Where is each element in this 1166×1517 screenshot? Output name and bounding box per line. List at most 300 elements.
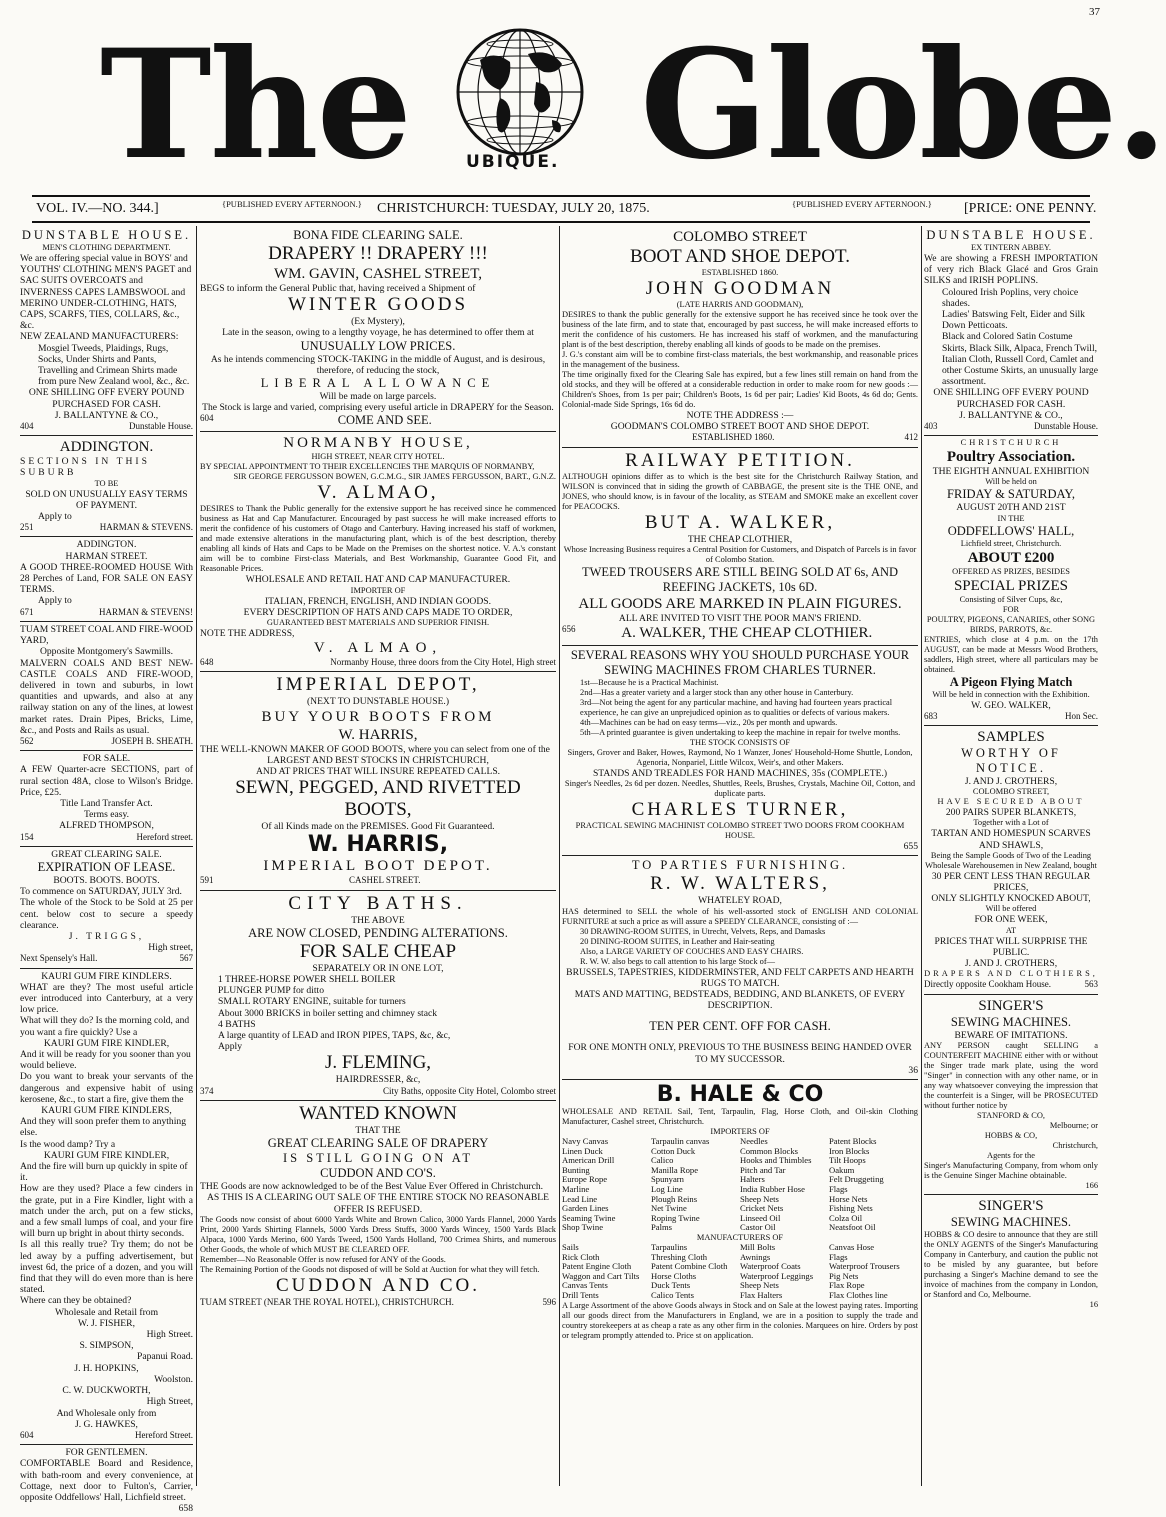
ad-heading: IMPERIAL BOOT DEPOT.	[263, 858, 493, 875]
ad-body: Is all this really true? Try them; do not be led away by a puffing advertisement, but invest 6d, the price of a dozen, and you will find that they will do even more than is here stated.	[20, 1239, 193, 1296]
hale-list-item: Waterproof Coats	[740, 1261, 801, 1272]
ad-poultry-association	[924, 436, 1098, 726]
ad-hale-co	[562, 1080, 918, 1344]
ad-address: Hereford street.	[136, 831, 193, 842]
hale-list-item: Needles	[740, 1136, 768, 1147]
price: [PRICE: ONE PENNY.	[964, 201, 1097, 216]
ad-heading: ADDINGTON.	[76, 539, 137, 551]
hale-list-item: Log Line	[651, 1184, 683, 1195]
ad-body: ANY PERSON caught SELLING a COUNTERFEIT MACHINE either with or without the Singer trade mark plate, using the word "Singer" in connection with any other name, or in any way whatsoever conveying the impression that the counterfeit is a Singer, will be PROSECUTED without further notice by	[924, 1040, 1098, 1110]
ad-body: Whose Increasing Business requires a Central Position for Customers, and Dispatch of Parcels is in favor of Colombo Station.	[563, 544, 917, 564]
masthead-title-right: Globe.	[640, 17, 1166, 193]
ad-heading: Poultry Association.	[946, 449, 1076, 466]
ad-body: POULTRY, PIGEONS, CANARIES, other SONG BIRDS, PARROTS, &c.	[926, 614, 1096, 634]
ad-heading: A Pigeon Flying Match	[949, 674, 1073, 689]
hale-list-item: Drill Tents	[562, 1289, 599, 1300]
hale-list-item: Linseed Oil	[740, 1212, 781, 1223]
ad-number: 671	[20, 606, 34, 617]
ad-heading: ODDFELLOWS' HALL,	[947, 523, 1075, 538]
ad-body: 4th—Machines can be had on easy terms—viz., 20s per month and upwards.	[580, 718, 838, 728]
ad-number: 404	[20, 421, 34, 432]
ad-address: Dunstable House.	[1034, 421, 1098, 432]
ad-signature: HARMAN & STEVENS!	[98, 606, 193, 617]
hale-list-item: Europe Rope	[562, 1174, 608, 1185]
ad-heading: ABOUT £200	[967, 549, 1055, 566]
ad-body: Is the wood damp? Try a	[20, 1138, 116, 1150]
ad-heading: SPECIAL PRIZES	[953, 577, 1069, 594]
ad-body: STANDS AND TREADLES FOR HAND MACHINES, 35s (COMPLETE.)	[592, 768, 888, 780]
hale-list-item: Navy Canvas	[562, 1136, 609, 1147]
ad-body: Do you want to break your servants of the dangerous and expensive habit of using kerosene, &c., to start a fire, give them the	[20, 1071, 193, 1105]
ad-body: A GOOD THREE-ROOMED HOUSE With 28 Perches of Land, FOR SALE ON EASY TERMS.	[20, 561, 193, 596]
ad-signature: J. AND J. CROTHERS,	[964, 958, 1058, 970]
ad-heading: V. ALMAO,	[313, 640, 443, 657]
hale-list-item: Neatsfoot Oil	[829, 1222, 876, 1233]
ad-body: AS THIS IS A CLEARING OUT SALE OF THE ENTIRE STOCK NO REASONABLE OFFER IS REFUSED.	[206, 1192, 550, 1215]
published-note: {PUBLISHED EVERY AFTERNOON.}	[222, 199, 362, 209]
ad-heading: CUDDON AND CO'S.	[320, 1166, 436, 1181]
hale-list-item: Cricket Nets	[740, 1203, 784, 1214]
masthead-title-left: The	[100, 17, 411, 193]
ad-body: How are they used? Place a few cinders in the grate, put in a Fire Kindler, light with a match under the arch, put on a few sticks, and a few small lumps of coal, and your fire will burn up bright in about thirty seconds.	[20, 1183, 193, 1240]
ad-body: WHOLESALE AND RETAIL HAT AND CAP MANUFACTURER.	[245, 574, 511, 586]
ad-heading: KAURI GUM FIRE KINDLERS.	[41, 970, 172, 982]
ad-heading: SINGER'S	[978, 997, 1044, 1014]
ad-body: MALVERN COALS AND BEST NEW-CASTLE COALS AND FIRE-WOOD, delivered in town and suburbs, in lowt quantities and upwards, and also at any railway station on any of the lines, at lowest market rates. Drain Pipes, Bricks, Lime, &c., and Posts and Rails as usual.	[20, 657, 193, 736]
ad-harris-boots	[200, 672, 556, 890]
ad-body: 1st—Because he is a Practical Machinist.	[580, 678, 719, 688]
ad-subheading: MANUFACTURERS OF	[696, 1232, 784, 1242]
ad-subheading: THE STOCK CONSISTS OF	[689, 738, 791, 748]
ad-body: Terms easy.	[83, 809, 130, 821]
hale-list-item: Hooks and Thimbles	[740, 1155, 812, 1166]
ad-dunstable-house	[20, 226, 193, 436]
ad-body: HAS determined to SELL the whole of his well-assorted stock of ENGLISH AND COLONIAL FURNITURE at such a price as will assure a SPEEDY CLEARANCE, consisting of :—	[562, 906, 918, 926]
ad-walker-railway	[562, 448, 918, 646]
ad-signature: C. W. DUCKWORTH,	[62, 1385, 151, 1397]
ad-singer-1	[924, 995, 1098, 1195]
ad-body: IMPORTER OF	[350, 585, 406, 595]
ad-body: FOR ONE WEEK,	[974, 914, 1048, 926]
hale-list-item: Flax Halters	[740, 1289, 783, 1300]
ad-body: 30 PER CENT LESS THAN REGULAR PRICES,	[931, 870, 1091, 894]
ad-signature: HARMAN & STEVENS.	[99, 522, 193, 533]
ad-number: 403	[924, 421, 938, 432]
ad-subheading: HARMAN STREET.	[65, 550, 148, 562]
ad-body: HAVE SECURED ABOUT	[937, 797, 1085, 807]
ad-body: Ladies' Batswing Felt, Eider and Silk Down Petticoats.	[942, 309, 1085, 332]
hale-list-item: Sheep Nets	[740, 1193, 779, 1204]
ad-subheading: ESTABLISHED 1860.	[692, 432, 775, 443]
ad-body: OFFERED AS PRIZES, BESIDES	[952, 566, 1070, 576]
hale-list-item: Marline	[562, 1184, 590, 1195]
ad-almao	[200, 432, 556, 672]
hale-list-item: Seaming Twine	[562, 1212, 616, 1223]
column-rule	[921, 226, 922, 1486]
hale-list-item: Tarpaulin canvas	[651, 1136, 710, 1147]
hale-list-item: Flax Rope	[829, 1280, 865, 1291]
hale-list-item: Fishing Nets	[829, 1203, 873, 1214]
ad-body: Apply to	[38, 595, 72, 607]
ad-heading: DUNSTABLE HOUSE.	[21, 228, 192, 242]
hale-list-item: Tarpaulins	[651, 1241, 688, 1252]
ad-body: PLUNGER PUMP for ditto	[218, 985, 324, 997]
ad-address: Directly opposite Cookham House.	[924, 979, 1051, 990]
dateline-bar	[32, 195, 1097, 223]
ad-body: AUGUST 20TH AND 21ST	[956, 502, 1066, 514]
ad-city-baths	[200, 891, 556, 1101]
ad-body: ONE SHILLING OFF EVERY POUND PURCHASED FOR CASH.	[28, 387, 185, 410]
column-3	[562, 226, 918, 1488]
hale-list-item: Flags	[829, 1184, 848, 1195]
ad-number: 563	[1084, 979, 1098, 990]
ad-subheading: HIGH STREET, NEAR CITY HOTEL.	[311, 452, 445, 462]
ad-body: THE ABOVE	[351, 914, 405, 926]
ad-number: 166	[1085, 1180, 1098, 1190]
ad-body: 2nd—Has a greater variety and a larger stock than any other house in Canterbury.	[580, 688, 854, 698]
column-4	[924, 226, 1098, 1488]
ad-heading: FOR SALE.	[82, 753, 131, 765]
ad-goodman-boots	[562, 226, 918, 448]
ad-address: Dunstable House.	[129, 421, 193, 432]
ad-subheading: (NEXT TO DUNSTABLE HOUSE.)	[306, 696, 450, 708]
ad-signature: J. G. HAWKES,	[75, 1418, 138, 1430]
ad-heading: ARE NOW CLOSED, PENDING ALTERATIONS.	[248, 925, 508, 940]
ad-body: Singers, Grover and Baker, Howes, Raymond, No 1 Wanzer, Jones' Household-Home Shuttle, London, Agenoria, Nonpariel, Little Wilcox, Weir's, and other Makers.	[567, 748, 913, 768]
column-1	[20, 226, 193, 1515]
hale-list-item: Manilla Rope	[651, 1164, 699, 1175]
ad-signature: J. H. HOPKINS,	[74, 1362, 139, 1374]
ad-number: 374	[200, 1085, 214, 1096]
ad-subheading: Opposite Montgomery's Sawmills.	[39, 646, 174, 658]
ad-address: Hereford Street.	[135, 1429, 193, 1440]
ad-singer-2	[924, 1195, 1098, 1313]
ad-body: The Remaining Portion of the Goods not disposed of will be Sold at Auction for what they will fetch.	[200, 1264, 540, 1274]
ad-subheading: MEN'S CLOTHING DEPARTMENT.	[42, 243, 171, 252]
ad-body: Agents for the	[987, 1150, 1035, 1160]
ad-address: High Street.	[146, 1329, 193, 1341]
hale-list-item: Lead Line	[562, 1193, 598, 1204]
ad-body: Will be held in connection with the Exhibition.	[932, 689, 1090, 699]
ad-body: Consisting of Silver Cups, &c,	[959, 594, 1063, 604]
ad-heading: GREAT CLEARING SALE.	[51, 848, 162, 860]
hale-list-item: Calico Tents	[651, 1289, 694, 1300]
ad-heading: TUAM STREET COAL AND FIRE-WOOD YARD,	[20, 623, 193, 647]
ad-signature: J. BALLANTYNE & CO.,	[959, 409, 1063, 421]
ad-body: Where can they be obtained?	[20, 1295, 132, 1307]
ad-address: Papanui Road.	[137, 1351, 193, 1363]
ad-body: SMALL ROTARY ENGINE, suitable for turners	[218, 996, 406, 1008]
ad-addington-house	[20, 537, 193, 621]
ad-body: The Stock is large and varied, comprising every useful article in DRAPERY for the Season.	[202, 402, 554, 414]
ad-signature: Hon Sec.	[1065, 710, 1098, 721]
ad-number: 16	[1089, 1299, 1098, 1309]
ad-body: KAURI GUM FIRE KINDLER,	[43, 1149, 170, 1161]
ad-body: WHAT are they? The most useful article ever introduced into Canterbury, at a very low price.	[20, 981, 193, 1016]
ad-body: NOTE THE ADDRESS :—	[686, 410, 794, 421]
ad-address: Woolston.	[154, 1373, 193, 1385]
hale-list-item: Net Twine	[651, 1203, 687, 1214]
ad-kauri-kindlers	[20, 969, 193, 1446]
masthead	[0, 0, 1166, 195]
ad-number: 562	[20, 735, 34, 746]
ad-signature: J. BALLANTYNE & CO.,	[54, 409, 159, 421]
ad-number: 154	[20, 831, 34, 842]
ad-heading: WORTHY OF NOTICE.	[961, 746, 1061, 776]
ad-body: Wholesale and Retail from	[54, 1306, 159, 1318]
hale-list-item: Felt Druggeting	[829, 1174, 884, 1185]
ad-body: THAT THE	[355, 1124, 401, 1136]
ad-number: 412	[904, 432, 918, 443]
ad-body: A Large Assortment of the above Goods always in Stock and on Sale at the lowest paying rates. Importing all our goods direct from the Manufacturers in England, we are in a position to supply the trade and country storekeepers at as cheap a rate as any other firm in the colonies. Marquees on hire. Orders by post or telegram promptly attended to. Price st on application.	[562, 1300, 918, 1340]
hale-list-item: Mill Bolts	[740, 1241, 776, 1252]
ad-heading: R. W. WALTERS,	[650, 873, 830, 895]
ad-heading: WINTER GOODS	[287, 294, 469, 316]
ad-heading: FRIDAY & SATURDAY,	[947, 487, 1075, 502]
ad-signature: S. SIMPSON,	[79, 1340, 134, 1352]
ad-heading: SEWING MACHINES.	[950, 1014, 1072, 1029]
ad-heading: BUT A. WALKER,	[644, 511, 836, 533]
ad-heading: J. AND J. CROTHERS,	[964, 776, 1058, 788]
hale-imports-list	[562, 1137, 918, 1233]
ad-body: KAURI GUM FIRE KINDLERS,	[41, 1105, 172, 1117]
hale-list-item: Iron Blocks	[829, 1145, 870, 1156]
ad-body: 200 PAIRS SUPER BLANKETS,	[945, 807, 1077, 819]
ad-signature: STANFORD & CO,	[977, 1110, 1045, 1120]
ad-dunstable-house-2	[924, 226, 1098, 436]
hale-list-item: Cotton Duck	[651, 1145, 696, 1156]
ad-heading: TWEED TROUSERS ARE STILL BEING SOLD AT 6s, AND REEFING JACKETS, 10s 6D.	[581, 564, 899, 594]
ad-body: Singer's Manufacturing Company, from whom only is the Genuine Singer Machine obtainable.	[924, 1160, 1098, 1180]
hale-list-item: Pig Nets	[829, 1270, 859, 1281]
ad-subheading: (LATE HARRIS AND GOODMAN),	[676, 300, 804, 309]
ad-heading: GREAT CLEARING SALE OF DRAPERY	[267, 1136, 489, 1151]
ad-body: Late in the season, owing to a lengthy voyage, he has determined to offer them at	[222, 327, 534, 339]
ad-for-sale	[20, 751, 193, 847]
ad-body: SECTIONS IN THIS SUBURB	[20, 456, 150, 479]
ad-body: J. G.'s constant aim will be to combine first-class materials, the best workmanship, and reasonable prices in the management of the business.	[562, 350, 918, 369]
page-number: 37	[1089, 6, 1100, 18]
ad-body: TO BE	[94, 478, 119, 488]
ad-body: 4 BATHS	[218, 1018, 256, 1030]
hale-list-item: Flax Clothes line	[829, 1289, 888, 1300]
ad-number: 604	[20, 1429, 34, 1440]
ad-body: DESIRES to Thank the Public generally for the extensive support he has received since he commenced business as Hat and Cap Manufacturer. Encouraged by past success he will make increased efforts to merit the confidence of his customers of Otago and Canterbury. Having increased his staff of workmen, and made extensive alterations in the manufacturing plant, which is of the best description, thereby enabling all kinds of Hats and Caps to be Made on the Premises on the shortest notice. V. A.'s constant aim will be to combine First-class Materials, and Best Workmanship, Guarantee Good Fit, and Reasonable Prices.	[200, 504, 556, 574]
ad-signature: JOSEPH B. SHEATH.	[111, 735, 193, 746]
ad-addington-sections	[20, 436, 193, 537]
ad-heading: WANTED KNOWN	[299, 1102, 457, 1124]
ad-number: 596	[542, 1296, 556, 1307]
ad-heading: BONA FIDE CLEARING SALE.	[293, 228, 463, 242]
ad-body: 30 DRAWING-ROOM SUITES, in Utrecht, Velvets, Reps, and Damasks	[580, 926, 826, 936]
ad-heading: SEWING MACHINES.	[950, 1214, 1072, 1229]
ad-body: FOR ONE MONTH ONLY, PREVIOUS TO THE BUSINESS BEING HANDED OVER TO MY SUCCESSOR.	[568, 1042, 912, 1065]
ad-heading: SAMPLES	[977, 729, 1045, 746]
ad-heading: SINGER'S	[978, 1197, 1044, 1214]
hale-list-item: Awnings	[740, 1251, 771, 1262]
hale-list-item: Colza Oil	[829, 1212, 863, 1223]
ad-body: Will be held on	[985, 477, 1037, 487]
ad-heading: DUNSTABLE HOUSE.	[926, 228, 1096, 242]
ad-address: Next Spensely's Hall.	[20, 953, 98, 964]
ad-cuddon-drapery	[200, 1101, 556, 1311]
ad-body: R. W. W. also begs to call attention to his large Stock of—	[580, 956, 776, 966]
ad-body: ITALIAN, FRENCH, ENGLISH, AND INDIAN GOODS.	[264, 595, 491, 607]
ad-body: Also, a LARGE VARIETY OF COUCHES AND EASY CHAIRS.	[580, 946, 804, 956]
ad-heading: W. HARRIS,	[307, 832, 449, 858]
ad-body: KAURI GUM FIRE KINDLER,	[43, 1037, 170, 1049]
ad-body: The whole of the Stock to be Sold at 25 per cent. below cost to secure a speedy clearance.	[20, 897, 193, 931]
hale-list-item: Roping Twine	[651, 1212, 700, 1223]
ad-body: Lichfield street, Christchurch.	[960, 538, 1062, 548]
ad-heading: NORMANBY HOUSE,	[283, 435, 473, 452]
city-date: CHRISTCHURCH: TUESDAY, JULY 20, 1875.	[377, 201, 650, 216]
ad-heading: IMPERIAL DEPOT,	[276, 674, 480, 696]
ad-subheading: EX TINTERN ABBEY.	[971, 243, 1051, 252]
ad-body: ALTHOUGH opinions differ as to which is the best site for the Christchurch Railway Station, and WILSON is convinced that in siding the growth of CABBAGE, the present site is the THE ONE, and JONES, who should know, is in favour of the locality, as STEAM and SMOKE make an excellent cover for PEACOCKS.	[562, 471, 918, 511]
hale-list-item: Duck Tents	[651, 1280, 691, 1291]
ad-body: Will be made on large parcels.	[319, 391, 437, 403]
ad-body: BRUSSELS, TAPESTRIES, KIDDERMINSTER, AND FELT CARPETS AND HEARTH RUGS TO MATCH.	[566, 966, 914, 989]
ad-subheading: ESTABLISHED 1860.	[701, 268, 779, 277]
ad-body: And they will soon prefer them to anything else.	[20, 1116, 186, 1139]
ad-body: ALL ARE INVITED TO VISIT THE POOR MAN'S FRIEND.	[618, 612, 862, 624]
ad-heading: LIBERAL ALLOWANCE	[260, 376, 496, 391]
ad-body: 20 DINING-ROOM SUITES, in Leather and Hair-seating	[580, 936, 775, 946]
hale-list-item: Spunyarn	[651, 1174, 684, 1185]
ad-body: Together with a Lot of	[973, 818, 1049, 828]
ad-body: NOTE THE ADDRESS,	[200, 628, 295, 640]
hale-list-item: Canvas Tents	[562, 1280, 608, 1291]
ad-subheading: COLOMBO STREET,	[972, 787, 1050, 797]
hale-list-item: Threshing Cloth	[651, 1251, 708, 1262]
ad-heading: IS STILL GOING ON AT	[282, 1151, 474, 1166]
ad-body: MATS AND MATTING, BEDSTEADS, BEDDING, AND BLANKETS, OF EVERY DESCRIPTION.	[574, 989, 906, 1012]
ad-heading: TEN PER CENT. OFF FOR CASH.	[649, 1019, 831, 1034]
hale-list-item: Waterproof Trousers	[829, 1261, 900, 1272]
ad-body: (Ex Mystery),	[351, 316, 405, 328]
ad-heading: DRAPERY !! DRAPERY !!!	[268, 243, 488, 264]
ad-body: SIR GEORGE FERGUSSON BOWEN, G.C.M.G., SIR JAMES FERGUSSON, BART., G.N.Z.	[233, 472, 556, 482]
ad-heading: BUY YOUR BOOTS FROM	[261, 708, 495, 725]
ad-body: Of all Kinds made on the PREMISES. Good Fit Guaranteed.	[261, 821, 495, 833]
ad-subheading: IMPORTERS OF	[710, 1127, 770, 1137]
ad-body: 3rd—Not being the agent for any particular machine, and having had fourteen years practical experience, he can give an unprejudiced opinion as to qualities or defects of various makers.	[580, 698, 893, 718]
ad-body: THE WELL-KNOWN MAKER OF GOOD BOOTS, where you can select from one of the	[200, 743, 550, 755]
ad-body: THE EIGHTH ANNUAL EXHIBITION	[932, 466, 1090, 478]
ad-address: Christchurch,	[1052, 1140, 1098, 1150]
ad-body: HOBBS & CO desire to announce that they are still the ONLY AGENTS of the Singer's Manufacturing Company in Canterbury, and caution the public not to be misled by any guarantee, but before purchasing a Singer's Machine demand to see the invoice of machines from the company in London, or Stanford and Co, Melbourne.	[924, 1229, 1098, 1299]
ad-heading: UNUSUALLY LOW PRICES.	[300, 338, 456, 353]
ad-body: FOR	[1002, 604, 1020, 614]
ad-body: The time originally fixed for the Clearing Sale has expired, but a few lines still remain on hand from the old stocks, and they will be offered at a considerable reduction in order to make room for new goods :—Children's Shoes, from 1s per pair; Children's Boots, 1s 6d per pair; Ladies' Kid Boots, 4s 6d do; Gents. Colonial-made Side Springs, 16s 6d do.	[562, 370, 918, 409]
ad-gentlemen	[20, 1445, 193, 1517]
ad-coal-yard	[20, 622, 193, 751]
ad-heading: ALL GOODS ARE MARKED IN PLAIN FIGURES.	[578, 595, 902, 612]
ad-body: 1 THREE-HORSE POWER SHELL BOILER	[218, 974, 396, 986]
ad-body: GUARANTEED BEST MATERIALS AND SUPERIOR FINISH.	[266, 618, 490, 628]
ad-address: City Baths, opposite City Hotel, Colombo street	[383, 1085, 556, 1096]
ad-body: SOLD ON UNUSUALLY EASY TERMS OF PAYMENT.	[25, 488, 188, 511]
ad-heading: CITY BATHS.	[288, 892, 468, 914]
ad-subheading: CHRISTCHURCH	[960, 438, 1062, 448]
ad-crothers	[924, 726, 1098, 994]
ad-body: SEPARATELY OR IN ONE LOT,	[312, 962, 444, 974]
ad-body: Black and Colored Satin Costume Skirts, Black Silk, Alpaca, French Twill, Italian Cloth, Russell Cord, Camlet and other Costume Skirts, an unusually large assortment.	[942, 331, 1098, 388]
ad-body: Coloured Irish Poplins, very choice shades.	[942, 286, 1079, 309]
ad-body: IN THE	[997, 513, 1025, 523]
hale-list-item: Garden Lines	[562, 1203, 609, 1214]
ad-body: ONLY SLIGHTLY KNOCKED ABOUT,	[931, 893, 1091, 905]
hale-list-item: Canvas Hose	[829, 1241, 875, 1252]
ad-number: 591	[200, 875, 214, 886]
ad-address: PRACTICAL SEWING MACHINIST COLOMBO STREET TWO DOORS FROM COOKHAM HOUSE.	[575, 821, 905, 841]
ad-body: BY SPECIAL APPOINTMENT TO THEIR EXCELLENCIES THE MARQUIS OF NORMANBY,	[200, 462, 535, 472]
ad-number: 655	[903, 841, 918, 853]
ad-body: HAIRDRESSER, &c,	[335, 1074, 421, 1086]
volume-number: VOL. IV.—NO. 344.]	[36, 201, 159, 216]
ad-body: Title Land Transfer Act.	[60, 797, 153, 809]
ad-heading: BOOT AND SHOE DEPOT.	[630, 246, 850, 267]
ad-body: Apply	[218, 1041, 242, 1053]
hale-list-item: Patent Combine Cloth	[651, 1261, 728, 1272]
ad-subheading: BEWARE OF IMITATIONS.	[954, 1029, 1068, 1041]
hale-list-item: Tilt Hoops	[829, 1155, 866, 1166]
ad-body: As he intends commencing STOCK-TAKING in the middle of August, and is desirous, therefore, of reducing the stock,	[210, 353, 546, 376]
hale-list-item: Horse Nets	[829, 1193, 868, 1204]
ad-gavin-drapery	[200, 226, 556, 432]
hale-list-item: Bunting	[562, 1164, 590, 1175]
ad-body: PRICES THAT WILL SURPRISE THE PUBLIC.	[934, 935, 1088, 958]
ad-body: We are showing a FRESH IMPORTATION of very rich Black Glacé and Gros Grain SILKS and IRISH POPLINS.	[924, 253, 1098, 287]
hale-list-item: India Rubber Hose	[740, 1184, 805, 1195]
ad-body: THE Goods are now acknowledged to be of the Best Value Ever Offered in Christchurch.	[200, 1181, 544, 1193]
hale-list-item: Horse Cloths	[651, 1270, 697, 1281]
ad-heading: FOR GENTLEMEN.	[65, 1447, 148, 1459]
published-note-2: {PUBLISHED EVERY AFTERNOON.}	[792, 199, 932, 209]
hale-list-item: Linen Duck	[562, 1145, 603, 1156]
ad-address: Melbourne; or	[1049, 1120, 1098, 1130]
ad-body: EVERY DESCRIPTION OF HATS AND CAPS MADE TO ORDER,	[243, 606, 513, 618]
ad-clearing-sale	[20, 847, 193, 969]
ad-subheading: WHATELEY ROAD,	[698, 895, 782, 907]
ad-body: About 3000 BRICKS in boiler setting and chimney stack	[218, 1007, 438, 1019]
ad-body: A large quantity of LEAD and IRON PIPES, TAPS, &c, &c,	[218, 1030, 451, 1042]
ad-body: 5th—A printed guarantee is given undertaking to keep the machine in repair for twelve months.	[580, 728, 901, 738]
ad-subheading: THE CHEAP CLOTHIER,	[687, 533, 793, 545]
masthead-motto: UBIQUE.	[466, 152, 560, 172]
ad-heading: W. HARRIS,	[338, 726, 418, 743]
ad-body: DRAPERS AND CLOTHIERS,	[924, 969, 1098, 979]
column-rule	[196, 226, 197, 1486]
ad-body: BOOTS. BOOTS. BOOTS.	[53, 874, 160, 886]
hale-list-item: Patent Blocks	[829, 1136, 877, 1147]
hale-list-item: Common Blocks	[740, 1145, 799, 1156]
ad-address: High street,	[148, 942, 193, 954]
ad-heading: ADDINGTON.	[59, 439, 154, 456]
ad-subheading: EXPIRATION OF LEASE.	[37, 859, 176, 874]
ad-address: CASHEL STREET.	[349, 875, 421, 886]
ad-heading: COLOMBO STREET	[673, 229, 807, 245]
ad-heading: TO PARTIES FURNISHING.	[631, 858, 849, 873]
ad-body: ONE SHILLING OFF EVERY POUND PURCHASED FOR CASH.	[933, 387, 1089, 410]
ad-body: LARGEST AND BEST STOCKS IN CHRISTCHURCH,	[267, 754, 489, 766]
ad-heading: B. HALE & CO	[656, 1082, 824, 1108]
ad-number: 656	[562, 624, 576, 635]
ad-signature: HOBBS & CO,	[984, 1130, 1038, 1140]
ad-number: 36	[908, 1064, 918, 1076]
hale-list-item: Plough Reins	[651, 1193, 698, 1204]
